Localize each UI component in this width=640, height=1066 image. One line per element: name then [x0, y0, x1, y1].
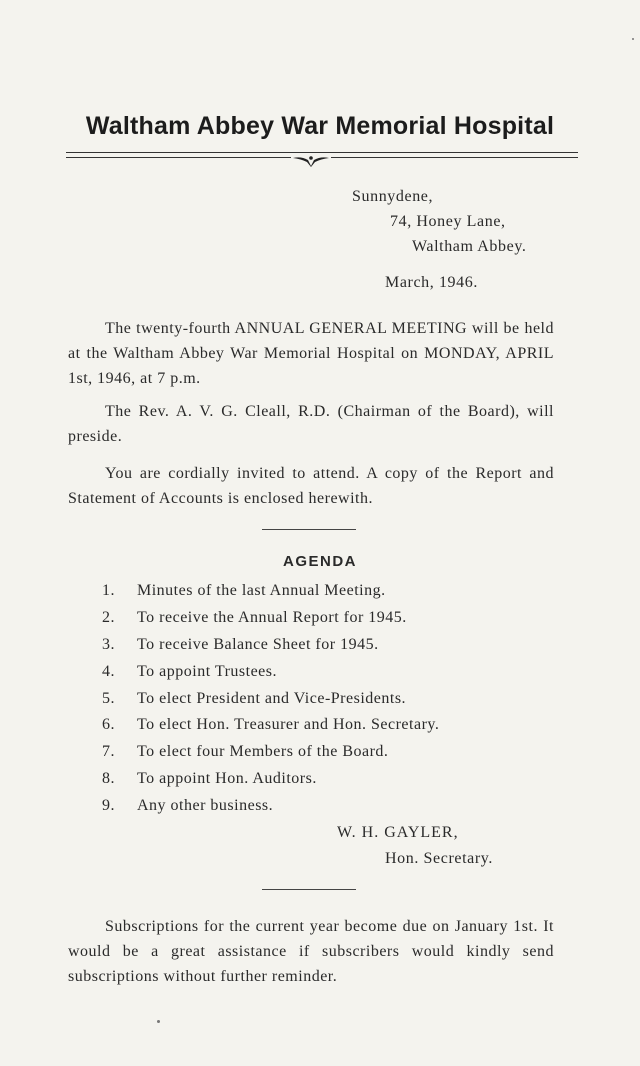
agenda-item-text: To elect President and Vice-Presidents. — [137, 689, 407, 707]
agenda-item-number: 1. — [102, 582, 115, 599]
agenda-item-number: 5. — [102, 689, 115, 707]
section-divider — [262, 529, 356, 530]
agenda-item — [102, 663, 439, 690]
agenda-list — [102, 582, 439, 824]
agenda-item — [102, 609, 439, 636]
paper-speck — [157, 1020, 160, 1023]
meeting-notice-text: The twenty-fourth ANNUAL GENERAL MEETING will be held at the Waltham Abbey War Memorial Hospital on MONDAY, APRIL 1st, 1946, at 7 p.m. — [68, 320, 554, 387]
address-line-2: 74, Honey Lane, — [390, 213, 506, 230]
agenda-item — [102, 743, 439, 770]
agenda-item-number: 6. — [102, 716, 115, 734]
agenda-item — [102, 582, 439, 609]
ornament-icon — [291, 154, 331, 168]
agenda-heading: AGENDA — [282, 553, 357, 570]
agenda-item-number: 4. — [102, 662, 115, 680]
section-divider — [262, 889, 356, 890]
agenda-item-text: To receive Balance Sheet for 1945. — [137, 635, 379, 653]
agenda-item — [102, 690, 439, 717]
agenda-item — [102, 716, 439, 743]
title-rule-top — [66, 152, 578, 153]
signatory-title: Hon. Secretary. — [385, 850, 493, 867]
address-line-1: Sunnydene, — [352, 188, 434, 205]
agenda-item-number: 7. — [102, 743, 115, 761]
agenda-item-text: Any other business. — [137, 797, 274, 815]
agenda-item — [102, 797, 439, 824]
agenda-item-text: To appoint Hon. Auditors. — [137, 770, 317, 788]
agenda-item-text: To appoint Trustees. — [137, 662, 277, 680]
agenda-item-text: To receive the Annual Report for 1945. — [137, 608, 407, 626]
agenda-item-number: 3. — [102, 635, 115, 653]
meeting-notice-paragraph — [68, 316, 554, 391]
agenda-item-number: 2. — [102, 608, 115, 626]
paper-speck — [632, 38, 634, 40]
subscriptions-paragraph — [68, 914, 554, 989]
signatory-name: W. H. GAYLER, — [337, 824, 459, 841]
agenda-item-text: To elect Hon. Treasurer and Hon. Secretary. — [137, 716, 440, 734]
address-line-3: Waltham Abbey. — [412, 238, 527, 255]
agenda-item — [102, 636, 439, 663]
chairman-paragraph — [68, 399, 554, 449]
agenda-item-text: Minutes of the last Annual Meeting. — [137, 582, 386, 599]
chairman-text: The Rev. A. V. G. Cleall, R.D. (Chairman of the Board), will preside. — [68, 403, 554, 445]
agenda-item — [102, 770, 439, 797]
agenda-item-number: 9. — [102, 797, 115, 815]
agenda-item-text: To elect four Members of the Board. — [137, 743, 389, 761]
subscriptions-text: Subscriptions for the current year become due on January 1st. It would be a great assistance if subscribers would kindly send subscriptions without further reminder. — [68, 918, 554, 985]
invitation-text: You are cordially invited to attend. A copy of the Report and Statement of Accounts is enclosed herewith. — [68, 465, 554, 507]
letter-date: March, 1946. — [385, 274, 478, 291]
agenda-item-number: 8. — [102, 770, 115, 788]
invitation-paragraph — [68, 461, 554, 511]
hospital-title: Waltham Abbey War Memorial Hospital — [85, 112, 555, 140]
